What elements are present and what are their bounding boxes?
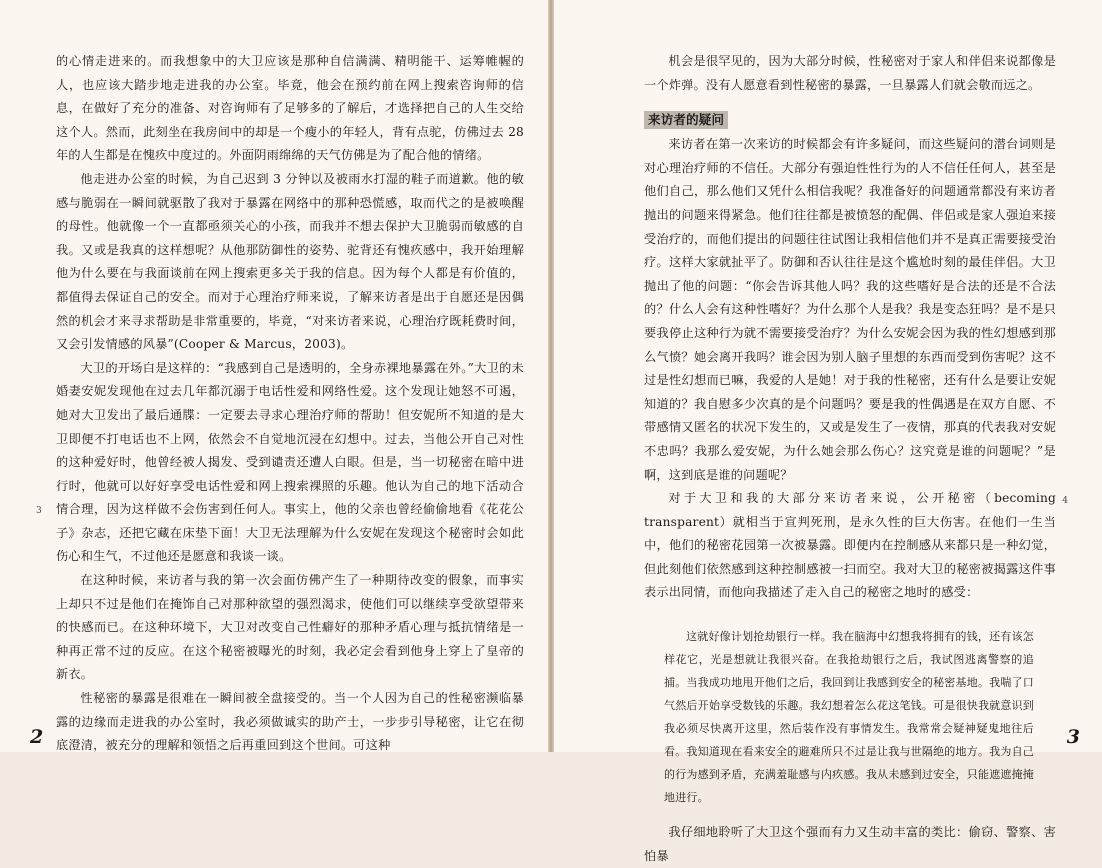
paragraph: 性秘密的暴露是很难在一瞬间被全盘接受的。当一个人因为自己的性秘密濒临暴露的边缘而走进我的办公室时，我必须做诚实的助产士，一步步引导秘密，让它在彻底澄清，被充分的理解和领悟之后再重回到这个世间。可这种 <box>56 691 524 753</box>
right-page <box>554 0 1102 863</box>
paragraph: 的心情走进来的。而我想象中的大卫应该是那种自信满满、精明能干、运筹帷幄的人，也应该大踏步地走进我的办公室。毕竟，他会在预约前在网上搜索咨询师的信息，在做好了充分的准备、对咨询师有了足够多的了解后，才选择把自己的人生交给这个人。然而，此刻坐在我房间中的却是一个瘦小的年轻人，背有点驼，仿佛过去 28 年的人生都是在愧疚中度过的。外面阴雨绵绵的天气仿佛是为了配合他的情绪。 <box>56 54 524 163</box>
block-quote: 这就好像计划抢劫银行一样。我在脑海中幻想我将拥有的钱，还有该怎样花它，光是想就让我很兴奋。在我抢劫银行之后，我试图逃离警察的追捕。当我成功地甩开他们之后，我回到让我感到安全的秘密基地。我喘了口气然后开始享受数钱的乐趣。我幻想着怎么花这笔钱。可是很快我就意识到我必须尽快离开这里，然后装作没有事情发生。我常常会疑神疑鬼地往后看。我知道现在看来安全的避难所只不过是让我与世隔绝的地方。我为自己的行为感到矛盾，充满羞耻感与内疚感。我从未感到过安全，只能遮遮掩掩地进行。 <box>664 630 1034 805</box>
left-text-column <box>56 50 524 758</box>
left-page <box>0 0 548 752</box>
paragraph: 来访者在第一次来访的时候都会有许多疑问，而这些疑问的潜台词则是对心理治疗师的不信任。大部分有强迫性性行为的人不信任任何人，甚至是他们自己，那么他们又凭什么相信我呢？我准备好的问题通常都没有来访者抛出的问题来得紧急。他们往往都是被愤怒的配偶、伴侣或是家人强迫来接受治疗的，而他们提出的问题往往试图让我相信他们并不是真正需要接受治疗。这样大家就扯平了。防御和否认往往是这个尴尬时刻的最佳伴侣。大卫抛出了他的问题：“你会告诉其他人吗？我的这些嗜好是合法的还是不合法的？什么人会有这种性嗜好？为什么那个人是我？我是变态狂吗？是不是只要我停止这种行为就不需要接受治疗？为什么安妮会因为我的性幻想感到那么气愤？她会离开我吗？谁会因为别人脑子里想的东西而受到伤害呢？这不过是性幻想而已嘛，我爱的人是她！对于我的性秘密，还有什么是要让安妮知道的？我自慰多少次真的是个问题吗？要是我的性偶遇是在双方自愿、不带感情又匿名的状况下发生的，又或是发生了一夜情，那真的代表我对安妮不忠吗？我那么爱安妮，为什么她会那么伤心？这究竟是谁的问题呢？”是啊，这到底是谁的问题呢？ <box>644 137 1056 482</box>
paragraph: 他走进办公室的时候，为自己迟到 3 分钟以及被雨水打湿的鞋子而道歉。他的敏感与脆弱在一瞬间就驱散了我对于暴露在网络中的那种恐慌感，取而代之的是被唤醒的母性。他就像一个一直都亟须关心的小孩，而我并不想去保护大卫脆弱而敏感的自我。又或是我真的这样想呢？从他那防御性的姿势、驼背还有愧疚感中，我开始理解他为什么要在与我面谈前在网上搜索更多关于我的信息。因为每个人都是有价值的，都值得去保证自己的安全。而对于心理治疗师来说，了解来访者是出于自愿还是因偶然的机会才来寻求帮助是非常重要的，毕竟，“对来访者来说，心理治疗既耗费时间，又会引发情感的风暴”(Cooper & Marcus，2003)。 <box>56 171 524 352</box>
right-text-column <box>644 50 1056 868</box>
paragraph: 对于大卫和我的大部分来访者来说，公开秘密（becoming transparent）就相当于宣判死刑，是永久性的巨大伤害。在他们一生当中，他们的秘密花园第一次被暴露。即便内在控制感从来都只是一种幻觉，但此刻他们依然感到这种控制感被一扫而空。我对大卫的秘密被揭露这件事表示出同情，而他向我描述了走入自己的秘密之地时的感受： <box>644 491 1056 600</box>
section-heading: 来访者的疑问 <box>644 111 728 129</box>
margin-number: 4 <box>1062 496 1068 506</box>
paragraph: 在这种时候，来访者与我的第一次会面仿佛产生了一种期待改变的假象，而事实上却只不过是他们在掩饰自己对那种欲望的强烈渴求，使他们可以继续享受欲望带来的快感而已。在这种环境下，大卫对改变自己性癖好的那种矛盾心理与抵抗情绪是一种再正常不过的反应。在这个秘密被曝光的时刻，我必定会看到他身上穿上了皇帝的新衣。 <box>56 573 524 682</box>
page-number: 3 <box>1066 726 1080 748</box>
margin-number: 3 <box>36 506 42 516</box>
paragraph: 我仔细地聆听了大卫这个强而有力又生动丰富的类比：偷窃、警察、害怕暴 <box>644 825 1056 863</box>
paragraph: 机会是很罕见的，因为大部分时候，性秘密对于家人和伴侣来说都像是一个炸弹。没有人愿意看到性秘密的暴露，一旦暴露人们就会敬而远之。 <box>644 54 1056 92</box>
page-number: 2 <box>30 726 44 748</box>
paragraph: 大卫的开场白是这样的：“我感到自己是透明的，全身赤裸地暴露在外。”大卫的未婚妻安妮发现他在过去几年都沉溺于电话性爱和网络性爱。这个发现让她怒不可遏，她对大卫发出了最后通牒：一定要去寻求心理治疗师的帮助！但安妮所不知道的是大卫即便不打电话也不上网，依然会不自觉地沉浸在幻想中。过去，当他公开自己对性的这种爱好时，他曾经被人揭发、受到谴责还遭人白眼。但是，当一切秘密在暗中进行时，他就可以好好享受电话性爱和网上搜索裸照的乐趣。他认为自己的地下活动合情合理，因为这样做不会伤害到任何人。事实上，他的父亲也曾经偷偷地看《花花公子》杂志，还把它藏在床垫下面！大卫无法理解为什么安妮在发现这个秘密时会如此伤心和生气，不过他还是愿意和我谈一谈。 <box>56 360 524 564</box>
